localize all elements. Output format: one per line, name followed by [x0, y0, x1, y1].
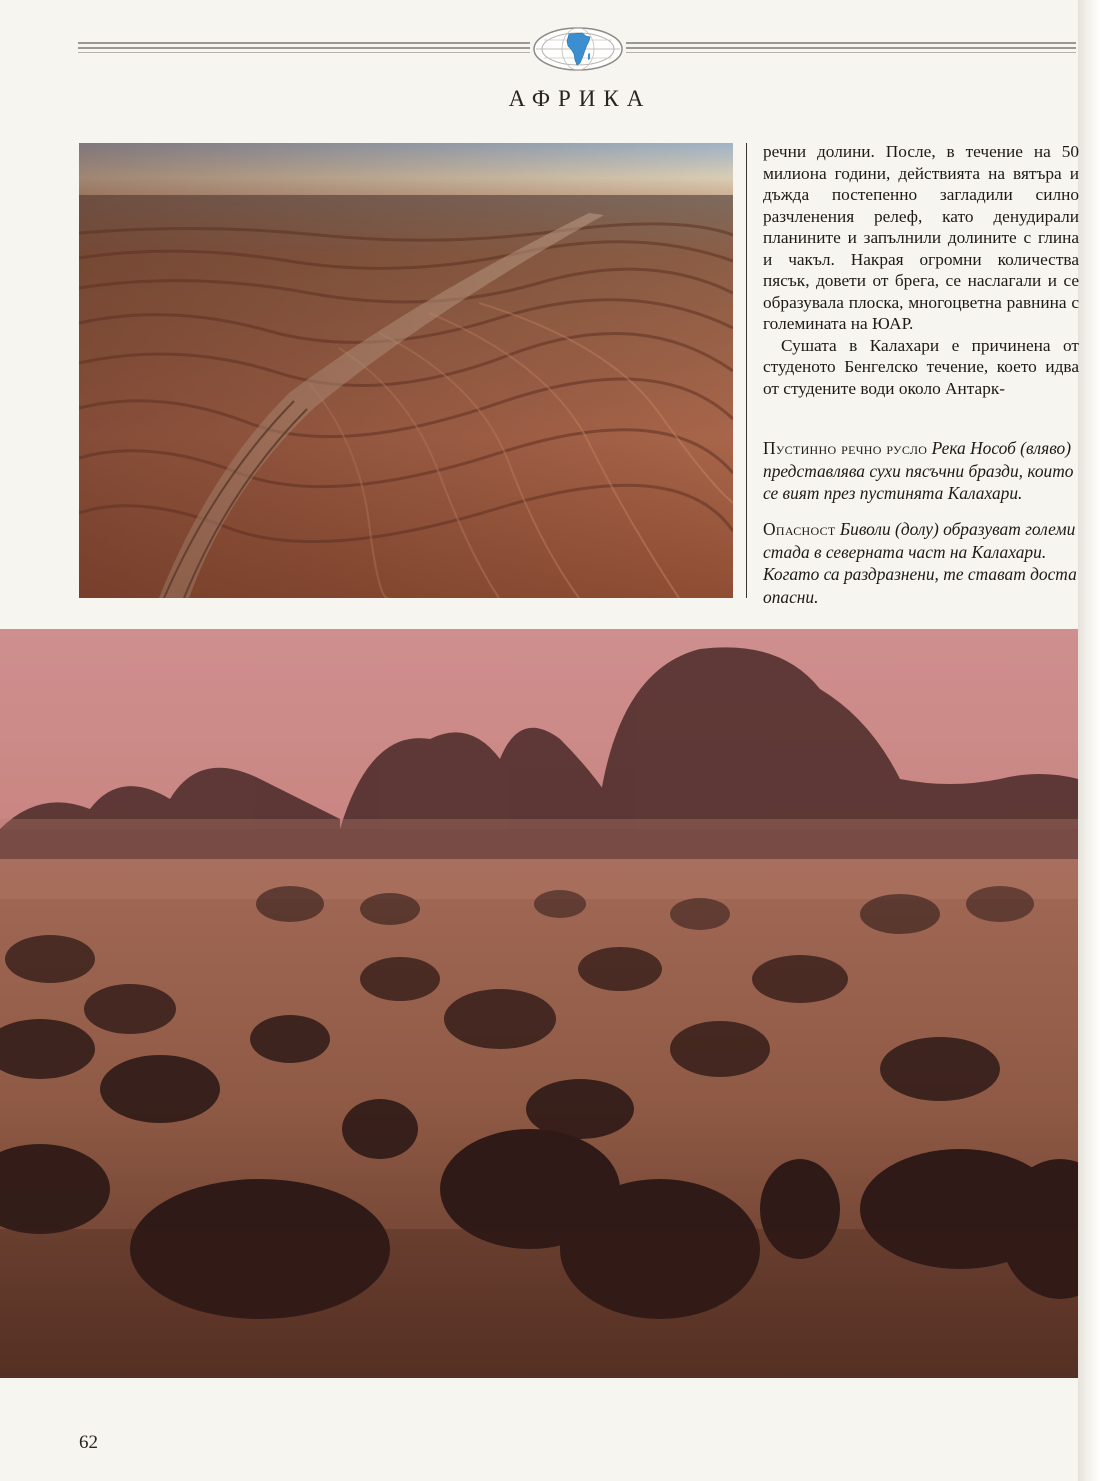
buffalo-herd-photo: [0, 629, 1078, 1378]
caption-heading: Опасност: [763, 519, 836, 539]
page-edge: [1078, 0, 1100, 1481]
section-title: АФРИКА: [508, 86, 652, 111]
body-text: [763, 141, 1079, 399]
desert-caption: [763, 437, 1079, 505]
caption-heading: Пустинно речно русло: [763, 438, 928, 458]
body-paragraph: речни долини. После, в течение на 50 милиона години, действията на вятъра и дъжда постепенно загладили силно разчленения релеф, като денудирали планините и запълнили долините с глина и чакъл. Накрая огромни количества пясък, довети от брега, се наслагали и се образувала плоска, многоцветна равнина с големината на ЮАР.: [763, 142, 1079, 333]
body-paragraph: Сушата в Калахари е причинена от студеното Бенгелско течение, което идва от студените води около Антарк-: [763, 335, 1079, 398]
page-number: 62: [79, 1432, 98, 1453]
column-rule: [746, 143, 747, 598]
caption-text: Биволи (долу) образуват големи стада в северната част на Калахари. Когато са раздразнени, те стават доста опасни.: [763, 519, 1077, 607]
caption-text: Река Нособ (вляво) представлява сухи пясъчни бразди, които се вият през пустинята Калахари.: [763, 438, 1074, 503]
desert-riverbed-photo: [79, 143, 733, 598]
buffalo-caption: [763, 518, 1079, 608]
africa-globe-icon: [530, 24, 626, 74]
